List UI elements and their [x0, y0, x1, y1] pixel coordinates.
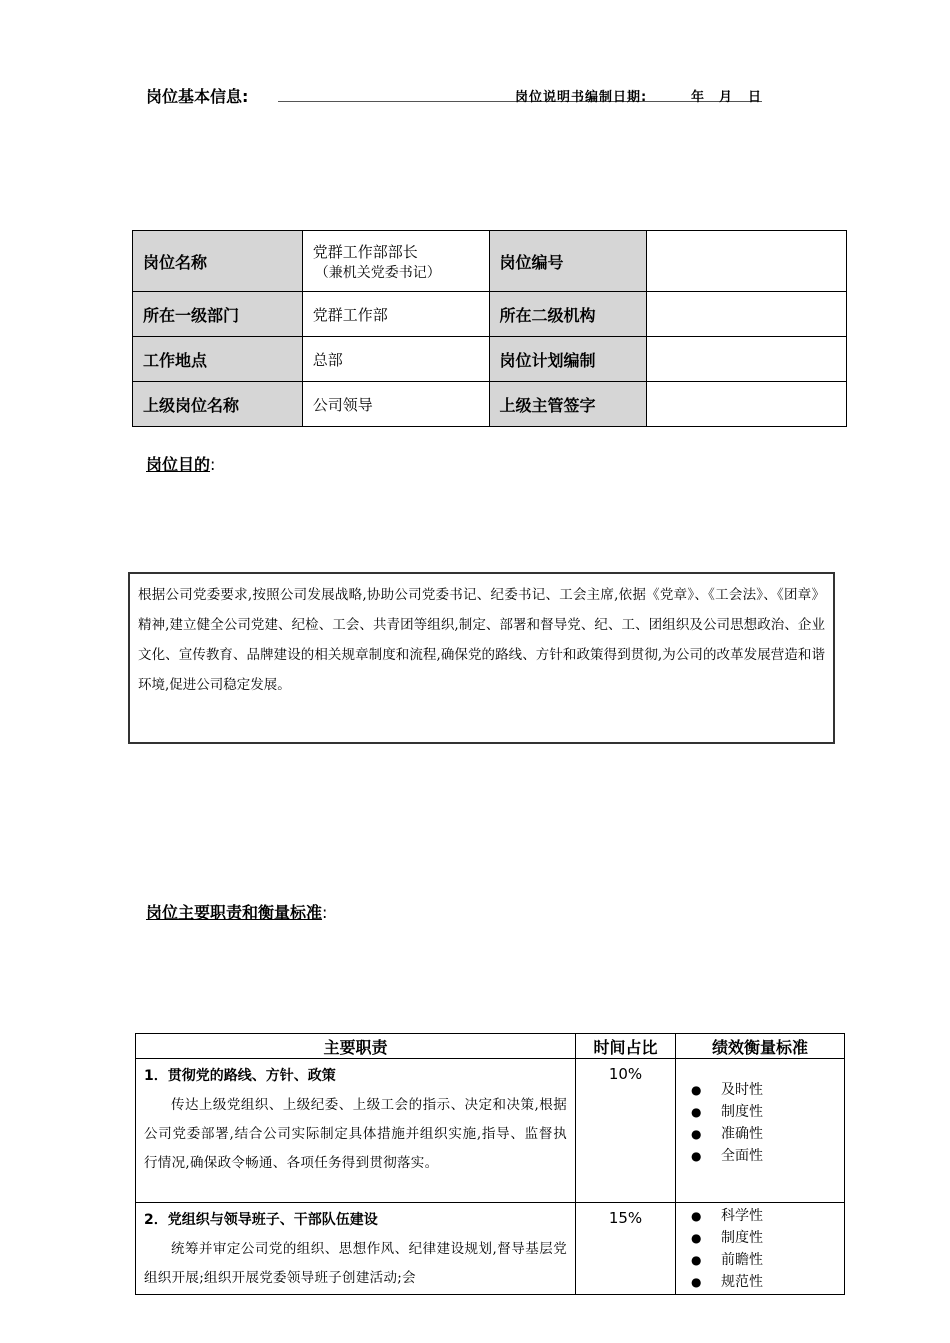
primary-dept-value: 党群工作部 — [302, 292, 489, 337]
duty-standards-list — [677, 1205, 843, 1293]
duties-header-row — [136, 1034, 845, 1059]
secondary-org-value — [647, 292, 847, 337]
basic-info-label: 岗位基本信息: — [146, 87, 249, 106]
position-name-label: 岗位名称 — [133, 231, 303, 292]
standard-text: 准确性 — [721, 1126, 763, 1142]
standard-text: 规范性 — [721, 1274, 763, 1290]
duties-title: 岗位主要职责和衡量标准 — [146, 903, 323, 922]
superior-position-label: 上级岗位名称 — [133, 382, 303, 427]
standard-text: 前瞻性 — [721, 1252, 763, 1268]
standard-column-header: 绩效衡量标准 — [676, 1034, 845, 1059]
primary-dept-label: 所在一级部门 — [133, 292, 303, 337]
bullet-icon: ● — [691, 1253, 702, 1267]
duty-time-share: 10% — [576, 1059, 676, 1203]
planned-headcount-value — [647, 337, 847, 382]
standard-item — [691, 1079, 843, 1101]
standard-item — [691, 1227, 843, 1249]
purpose-text: 根据公司党委要求,按照公司发展战略,协助公司党委书记、纪委书记、工会主席,依据《党章》、《工会法》、《团章》精神,建立健全公司党建、纪检、工会、共青团等组织,制定、部署和督导党、纪、工、团组织及公司思想政治、企业文化、宣传教育、品牌建设的相关规章制度和流程,确保党的路线、方针和政策得到贯彻,为公司的改革发展营造和谐环境,促进公司稳定发展。 — [138, 587, 825, 693]
duty-body: 统筹并审定公司党的组织、思想作风、纪律建设规划,督导基层党组织开展;组织开展党委领导班子创建活动;会 — [144, 1241, 567, 1286]
date-year-label: 年 — [691, 90, 705, 105]
info-row-position-name — [133, 231, 847, 292]
duty-standards-cell — [676, 1059, 845, 1203]
info-row-superior — [133, 382, 847, 427]
standard-item — [691, 1249, 843, 1271]
standard-text: 制度性 — [721, 1230, 763, 1246]
purpose-box — [128, 572, 835, 744]
secondary-org-label: 所在二级机构 — [489, 292, 647, 337]
position-info-table — [132, 230, 847, 427]
date-day-label: 日 — [748, 90, 762, 105]
superior-position-value: 公司领导 — [302, 382, 489, 427]
info-row-location — [133, 337, 847, 382]
duties-heading — [146, 900, 327, 923]
duty-cell — [136, 1059, 576, 1203]
standard-item — [691, 1101, 843, 1123]
position-name-line1: 党群工作部部长 — [312, 242, 418, 261]
standard-text: 科学性 — [721, 1208, 763, 1224]
duty-column-header: 主要职责 — [136, 1034, 576, 1059]
position-name-value — [302, 231, 489, 292]
time-column-header: 时间占比 — [576, 1034, 676, 1059]
bullet-icon: ● — [691, 1209, 702, 1223]
work-location-value: 总部 — [302, 337, 489, 382]
duty-time-share: 15% — [576, 1203, 676, 1295]
duties-table — [135, 1033, 845, 1295]
duty-row — [136, 1059, 845, 1203]
standard-item — [691, 1271, 843, 1293]
standard-text: 制度性 — [721, 1104, 763, 1120]
duty-standards-cell — [676, 1203, 845, 1295]
supervisor-signature-label: 上级主管签字 — [489, 382, 647, 427]
position-code-value — [647, 231, 847, 292]
standard-item — [691, 1123, 843, 1145]
purpose-title: 岗位目的 — [146, 455, 211, 474]
work-location-label: 工作地点 — [133, 337, 303, 382]
planned-headcount-label: 岗位计划编制 — [489, 337, 647, 382]
standard-text: 及时性 — [721, 1082, 763, 1098]
duties-colon: : — [322, 903, 328, 922]
supervisor-signature-value — [647, 382, 847, 427]
info-row-department — [133, 292, 847, 337]
bullet-icon: ● — [691, 1083, 702, 1097]
duty-title: 2．党组织与领导班子、干部队伍建设 — [144, 1212, 378, 1228]
bullet-icon: ● — [691, 1127, 702, 1141]
duty-cell — [136, 1203, 576, 1295]
bullet-icon: ● — [691, 1105, 702, 1119]
bullet-icon: ● — [691, 1231, 702, 1245]
bullet-icon: ● — [691, 1149, 702, 1163]
position-code-label: 岗位编号 — [489, 231, 647, 292]
standard-item — [691, 1205, 843, 1227]
duty-standards-list — [677, 1079, 843, 1167]
bullet-icon: ● — [691, 1275, 702, 1289]
purpose-colon: : — [210, 455, 216, 474]
position-name-line2: （兼机关党委书记） — [314, 264, 441, 281]
date-month-label: 月 — [719, 90, 733, 105]
duty-row — [136, 1203, 845, 1295]
duty-body: 传达上级党组织、上级纪委、上级工会的指示、决定和决策,根据公司党委部署,结合公司实际制定具体措施并组织实施,指导、监督执行情况,确保政令畅通、各项任务得到贯彻落实。 — [144, 1097, 567, 1171]
purpose-heading — [146, 452, 215, 475]
standard-text: 全面性 — [721, 1148, 763, 1164]
standard-item — [691, 1145, 843, 1167]
duty-title: 1．贯彻党的路线、方针、政策 — [144, 1068, 336, 1084]
compile-date-label: 岗位说明书编制日期: — [515, 90, 648, 105]
